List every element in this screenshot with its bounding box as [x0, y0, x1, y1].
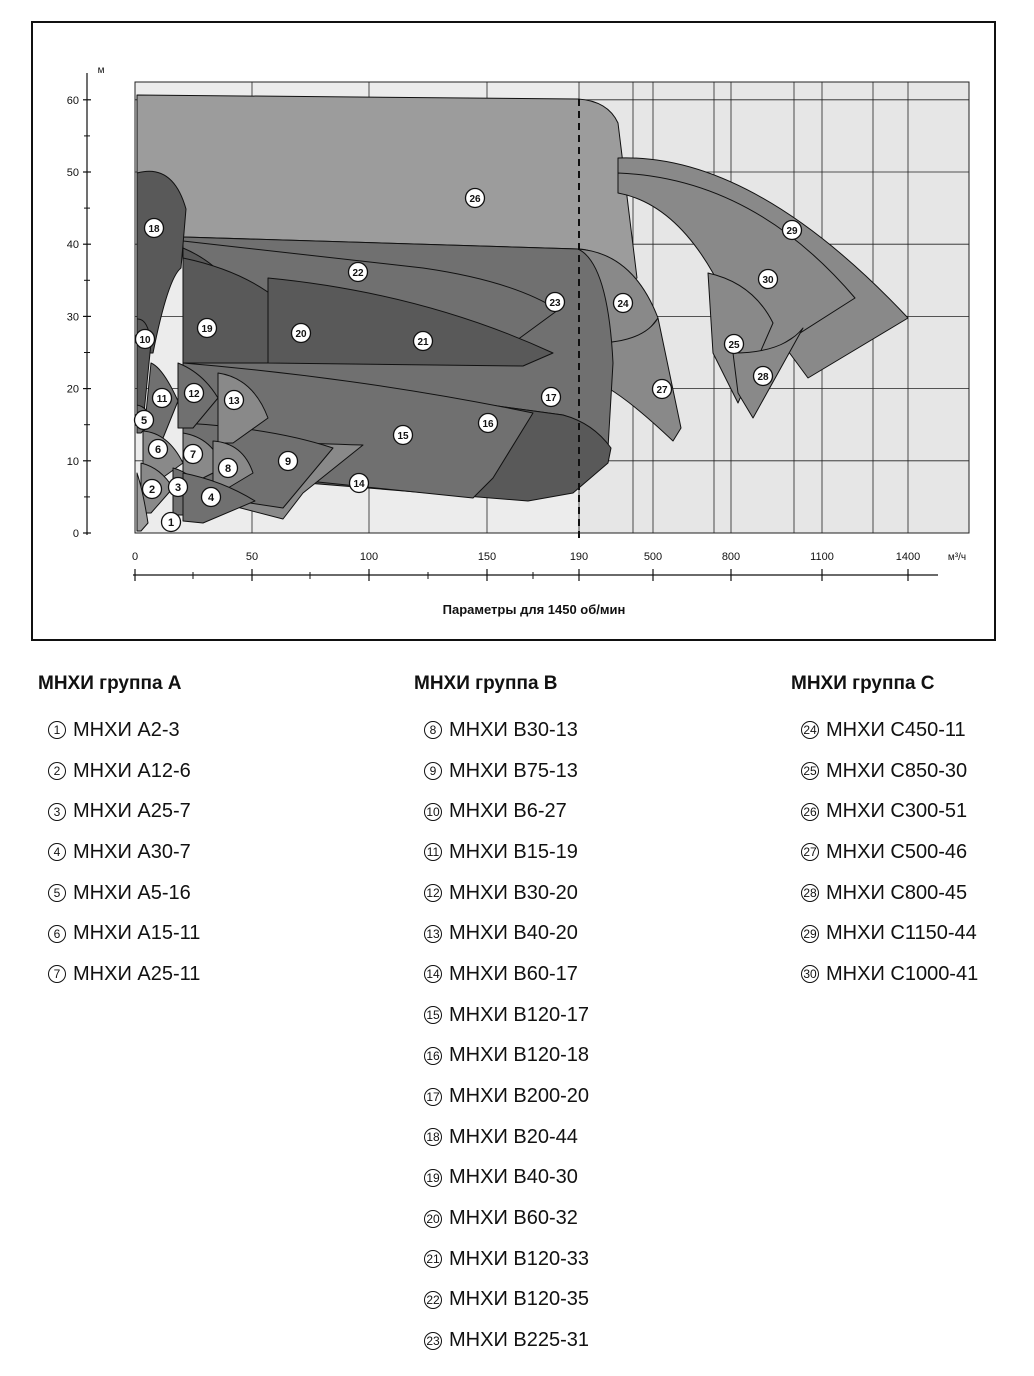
legend-group-title: МНХИ группа A	[38, 673, 182, 694]
region-label-29: 29	[786, 226, 798, 237]
legend-item	[30, 710, 330, 751]
region-label-27: 27	[656, 385, 668, 396]
legend-item	[406, 1036, 706, 1077]
region-label-16: 16	[482, 419, 494, 430]
legend-item	[30, 832, 330, 873]
legend-item	[406, 710, 706, 751]
x-axis-label: м³/ч	[947, 552, 967, 563]
legend-item	[406, 832, 706, 873]
legend-group	[30, 673, 330, 995]
legend-number-badge: 13	[424, 925, 442, 943]
region-label-26: 26	[469, 194, 481, 205]
legend-item	[406, 995, 706, 1036]
region-label-5: 5	[140, 415, 148, 427]
region-label-13: 13	[228, 396, 240, 407]
legend-item-label: МНХИ B120-35	[449, 1288, 589, 1311]
y-tick-label: 50	[66, 167, 79, 179]
legend-number-badge: 20	[424, 1210, 442, 1228]
legend-number-badge: 25	[801, 762, 819, 780]
legend-item-label: МНХИ C500-46	[826, 840, 968, 863]
legend-number-badge: 24	[801, 721, 819, 739]
legend-number-badge: 2	[48, 762, 66, 780]
legend-number-badge: 23	[424, 1332, 442, 1350]
legend-number-badge: 8	[424, 721, 442, 739]
legend-item	[783, 710, 1034, 751]
legend-number-badge: 4	[48, 843, 66, 861]
region-label-20: 20	[295, 329, 307, 340]
x-tick-label: 500	[643, 551, 663, 563]
region-label-3: 3	[174, 482, 182, 494]
legend-item	[406, 873, 706, 914]
legend-group	[406, 673, 706, 1361]
legend-item	[406, 751, 706, 792]
legend-item-label: МНХИ A12-6	[73, 759, 191, 782]
legend-item	[783, 913, 1034, 954]
legend-item-label: МНХИ B30-20	[449, 881, 578, 904]
legend-number-badge: 27	[801, 843, 819, 861]
legend-item	[783, 791, 1034, 832]
region-label-1: 1	[167, 517, 175, 529]
legend-item-label: МНХИ B15-19	[449, 840, 578, 863]
legend-item	[406, 1076, 706, 1117]
legend-item-label: МНХИ C850-30	[826, 759, 968, 782]
region-label-22: 22	[352, 268, 364, 279]
region-label-18: 18	[148, 224, 160, 235]
legend-number-badge: 14	[424, 965, 442, 983]
legend-item-label: МНХИ B75-13	[449, 759, 578, 782]
legend-item-label: МНХИ C450-11	[826, 718, 966, 741]
legend-number-badge: 9	[424, 762, 442, 780]
region-label-21: 21	[417, 337, 429, 348]
region-label-24: 24	[617, 299, 629, 310]
legend-group	[783, 673, 1034, 995]
x-tick-label: 1100	[810, 551, 834, 563]
region-label-12: 12	[188, 389, 200, 400]
y-axis-label: м	[97, 65, 105, 76]
region-label-30: 30	[762, 275, 774, 286]
legend-number-badge: 18	[424, 1128, 442, 1146]
region-label-8: 8	[224, 463, 232, 475]
x-tick-label: 100	[359, 551, 379, 563]
legend-item-label: МНХИ C300-51	[826, 800, 968, 823]
region-label-17: 17	[545, 393, 557, 404]
legend-item-label: МНХИ B40-30	[449, 1166, 578, 1189]
legend-item	[406, 954, 706, 995]
legend-item-label: МНХИ A5-16	[73, 881, 191, 904]
legend-group-title: МНХИ группа B	[414, 673, 558, 694]
region-label-25: 25	[728, 340, 740, 351]
region-label-28: 28	[757, 372, 769, 383]
legend-number-badge: 21	[424, 1250, 442, 1268]
y-tick-label: 30	[66, 311, 79, 324]
legend-item-label: МНХИ B120-18	[449, 1044, 589, 1067]
legend-item-label: МНХИ B6-27	[449, 800, 567, 823]
legend-item	[783, 954, 1034, 995]
x-tick-label: 150	[477, 551, 497, 563]
x-tick-label: 0	[131, 551, 139, 563]
chart-caption: Параметры для 1450 об/мин	[442, 602, 626, 617]
region-label-4: 4	[207, 492, 215, 504]
legend-number-badge: 19	[424, 1169, 442, 1187]
region-label-19: 19	[201, 324, 213, 335]
region-label-9: 9	[284, 456, 292, 468]
y-tick-label: 10	[66, 455, 79, 468]
legend-number-badge: 1	[48, 721, 66, 739]
legend-item	[406, 1117, 706, 1158]
x-tick-label: 190	[569, 551, 589, 563]
legend-number-badge: 15	[424, 1006, 442, 1024]
legend-item-label: МНХИ A15-11	[73, 922, 201, 945]
legend-item	[30, 751, 330, 792]
legend-item	[783, 832, 1034, 873]
legend-item-label: МНХИ C1000-41	[826, 962, 979, 985]
legend-item-label: МНХИ A25-11	[73, 962, 201, 985]
legend-item	[30, 954, 330, 995]
region-label-7: 7	[189, 449, 197, 461]
pump-range-chart	[33, 23, 994, 639]
legend-item-label: МНХИ B60-32	[449, 1207, 578, 1230]
legend-number-badge: 6	[48, 925, 66, 943]
region-label-6: 6	[154, 444, 162, 456]
legend-item-label: МНХИ B120-17	[449, 1003, 589, 1026]
legend-item	[30, 873, 330, 914]
legend-number-badge: 5	[48, 884, 66, 902]
legend-number-badge: 22	[424, 1291, 442, 1309]
legend-item	[406, 1158, 706, 1199]
legend-item	[406, 1280, 706, 1321]
legend-number-badge: 16	[424, 1047, 442, 1065]
legend-item-label: МНХИ B120-33	[449, 1247, 589, 1270]
legend-item	[783, 751, 1034, 792]
region-label-23: 23	[549, 298, 561, 309]
legend-item	[30, 913, 330, 954]
legend-number-badge: 7	[48, 965, 66, 983]
legend-item-label: МНХИ A30-7	[73, 840, 191, 863]
legend-item-label: МНХИ A25-7	[73, 800, 191, 823]
region-label-11: 11	[156, 394, 168, 405]
x-tick-label: 1400	[895, 551, 921, 563]
legend-number-badge: 11	[424, 843, 442, 861]
legend-item	[406, 913, 706, 954]
x-tick-label: 800	[721, 551, 741, 563]
legend-number-badge: 3	[48, 803, 66, 821]
legend-item-label: МНХИ C800-45	[826, 881, 968, 904]
region-label-15: 15	[397, 431, 409, 442]
region-label-10: 10	[139, 335, 151, 346]
legend-item-label: МНХИ A2-3	[73, 718, 180, 741]
y-tick-label: 0	[72, 528, 79, 540]
legend-number-badge: 26	[801, 803, 819, 821]
legend-number-badge: 29	[801, 925, 819, 943]
legend-item-label: МНХИ C1150-44	[826, 922, 977, 945]
legend-number-badge: 30	[801, 965, 819, 983]
legend-number-badge: 17	[424, 1088, 442, 1106]
legend-item	[406, 1320, 706, 1361]
legend-item	[30, 791, 330, 832]
legend-number-badge: 28	[801, 884, 819, 902]
legend-group-title: МНХИ группа C	[791, 673, 935, 694]
legend-number-badge: 10	[424, 803, 442, 821]
legend-item-label: МНХИ B30-13	[449, 718, 578, 741]
legend-item-label: МНХИ B60-17	[449, 962, 578, 985]
legend-item-label: МНХИ B200-20	[449, 1085, 589, 1108]
y-tick-label: 20	[66, 383, 79, 396]
x-tick-label: 50	[245, 551, 259, 563]
legend-item	[406, 1239, 706, 1280]
legend-item-label: МНХИ B225-31	[449, 1329, 589, 1352]
legend-item-label: МНХИ B40-20	[449, 922, 578, 945]
legend-item	[406, 791, 706, 832]
legend-item	[406, 1198, 706, 1239]
chart-frame	[31, 21, 996, 641]
region-label-14: 14	[353, 479, 365, 490]
legend-item-label: МНХИ B20-44	[449, 1125, 578, 1148]
legend-number-badge: 12	[424, 884, 442, 902]
legend-item	[783, 873, 1034, 914]
y-tick-label: 60	[66, 94, 79, 107]
region-label-2: 2	[148, 484, 156, 496]
y-tick-label: 40	[66, 239, 79, 252]
